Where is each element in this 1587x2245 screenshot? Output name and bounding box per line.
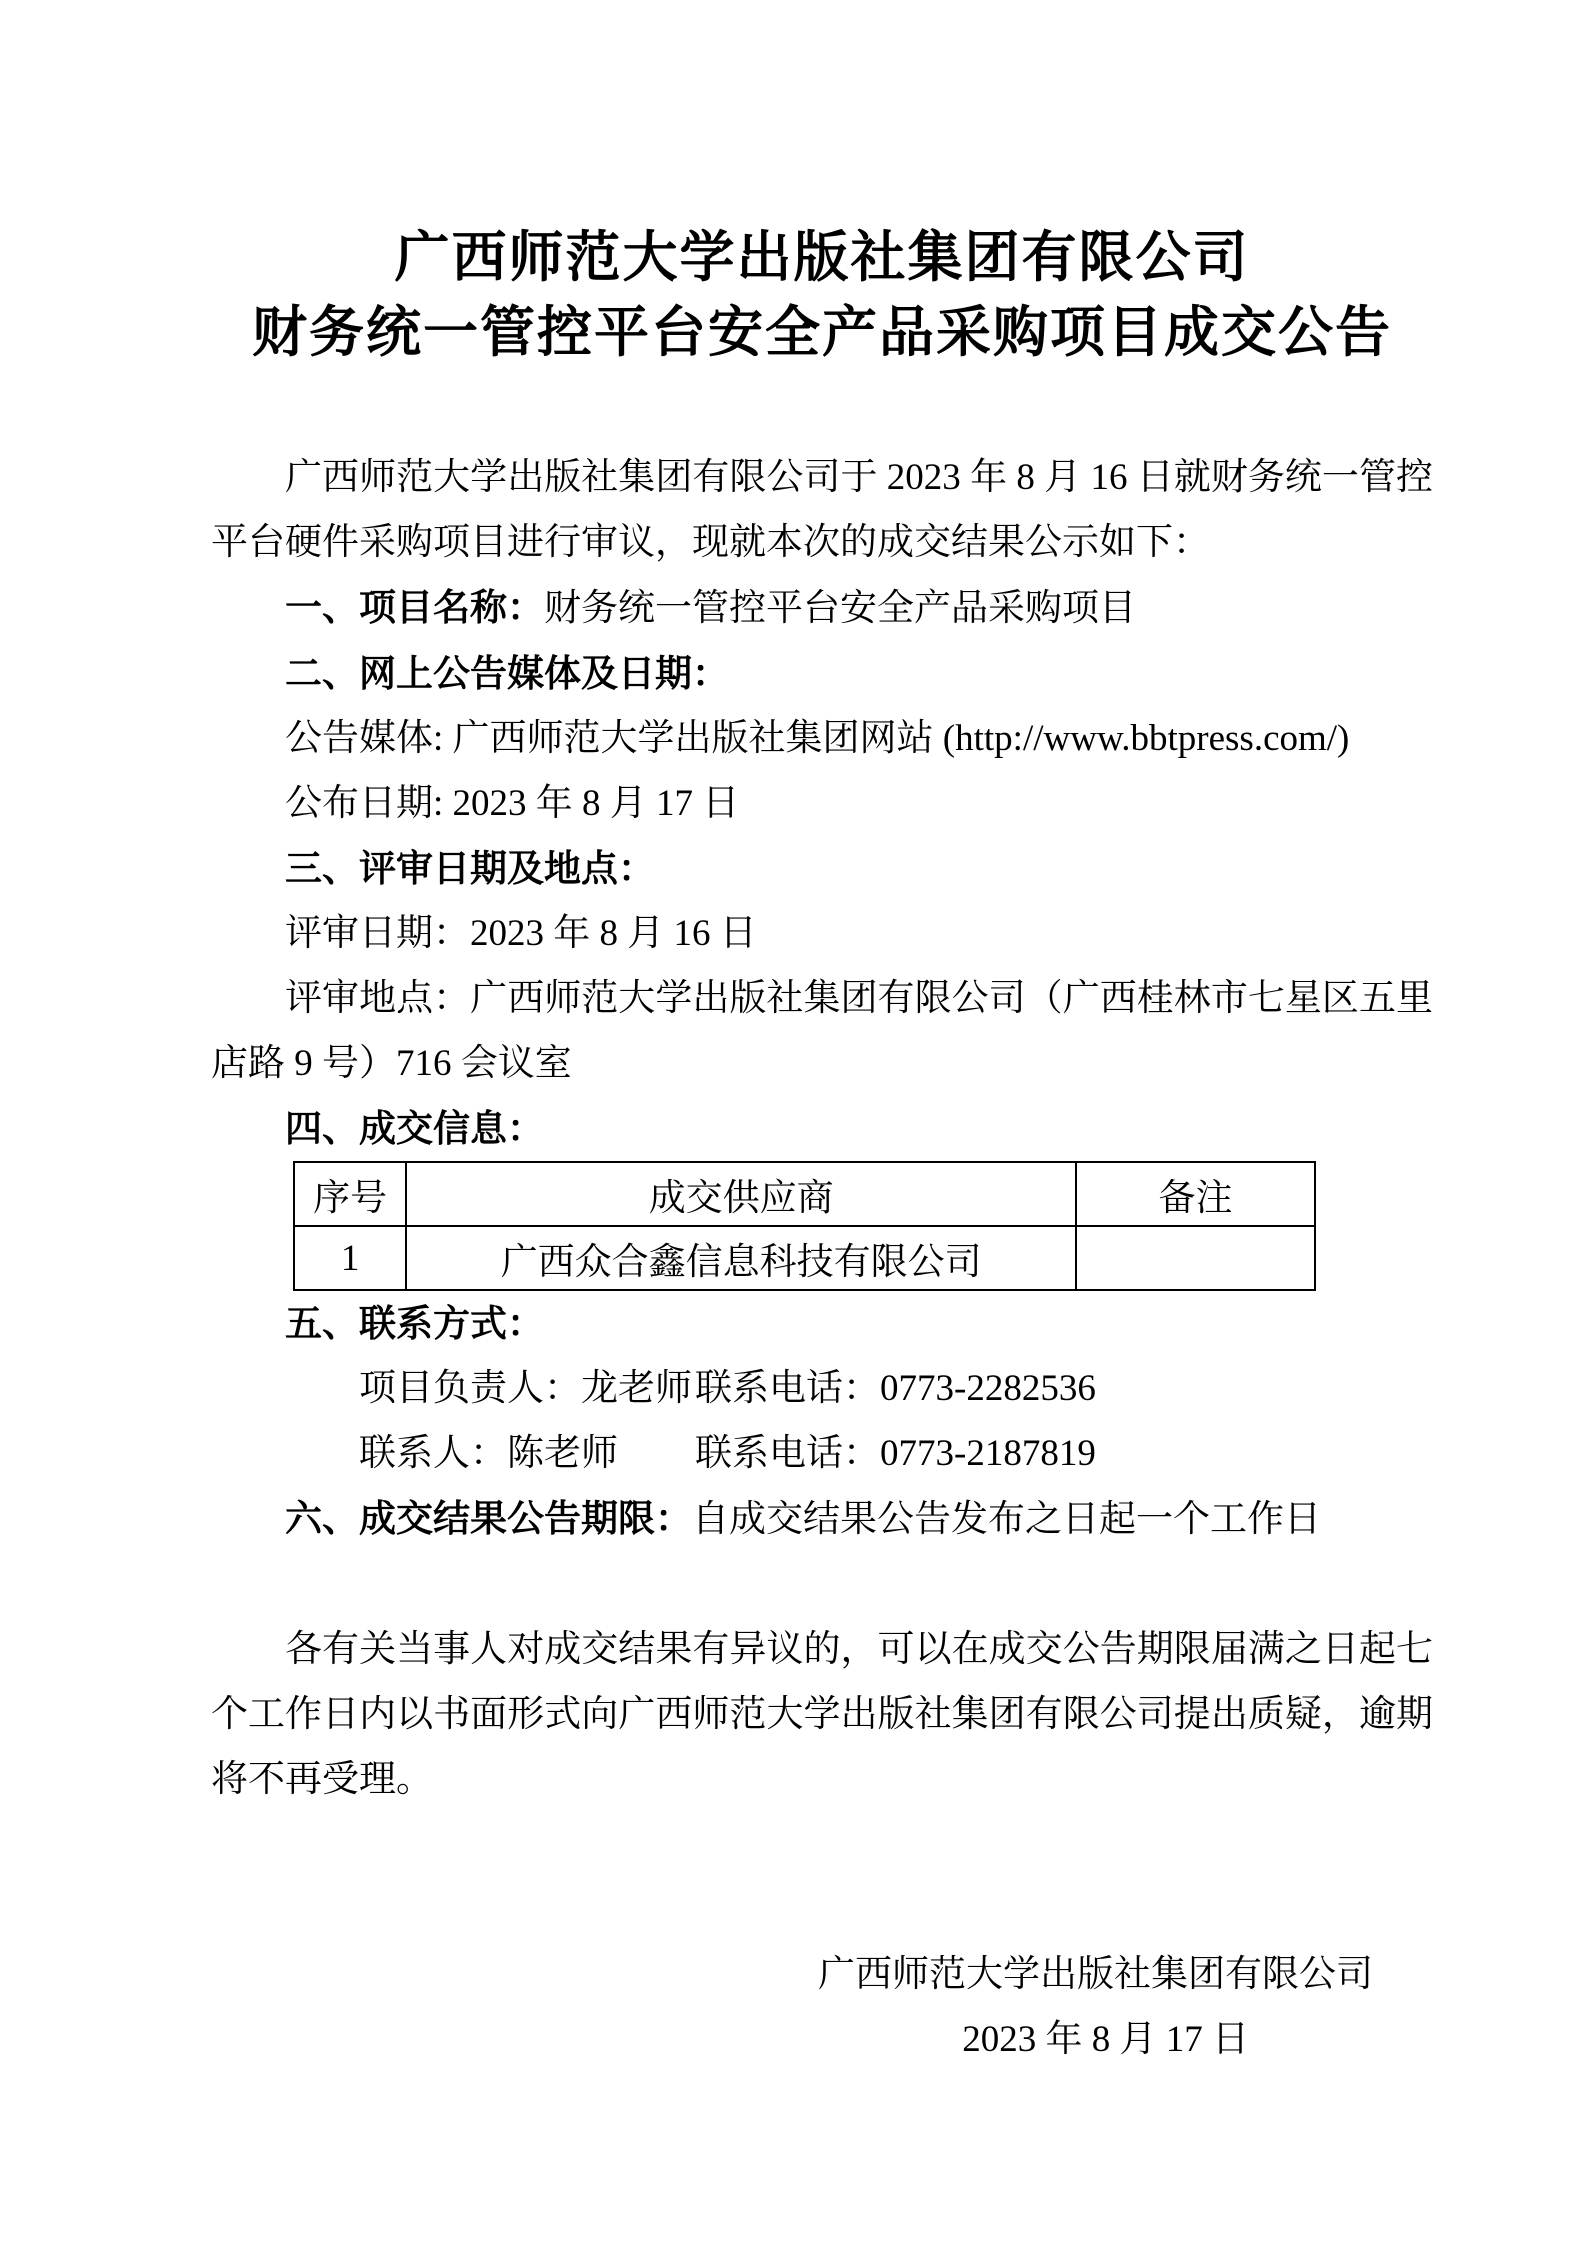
- closing-paragraph: 各有关当事人对成交结果有异议的，可以在成交公告期限届满之日起七个工作日内以书面形式向广西师范大学出版社集团有限公司提出质疑，逾期将不再受理。: [211, 1629, 1433, 1800]
- header-supplier: 成交供应商: [406, 1162, 1076, 1226]
- cell-supplier: 广西众合鑫信息科技有限公司: [406, 1226, 1076, 1290]
- project-manager-phone: 联系电话：0773-2282536: [695, 1368, 1096, 1409]
- contact-line-2: [211, 1421, 1433, 1486]
- section-1-heading: [211, 575, 1433, 641]
- header-serial-number: 序号: [294, 1162, 406, 1226]
- publish-date: 公布日期: 2023 年 8 月 17 日: [285, 783, 740, 824]
- signature-company: 广西师范大学出版社集团有限公司: [818, 1954, 1373, 1995]
- blank-line: [211, 1552, 1433, 1617]
- title-line-1: 广西师范大学出版社集团有限公司: [394, 227, 1250, 288]
- header-remark: 备注: [1076, 1162, 1315, 1226]
- section-5-heading: 五、联系方式：: [285, 1303, 544, 1344]
- award-table-header-row: [294, 1162, 1315, 1226]
- award-table-row: [294, 1226, 1315, 1290]
- review-date: 评审日期：2023 年 8 月 16 日: [285, 913, 757, 954]
- section-6-label: 六、成交结果公告期限：: [285, 1498, 692, 1539]
- section-2-heading: 二、网上公告媒体及日期：: [285, 653, 729, 694]
- title-line-2: 财务统一管控平台安全产品采购项目成交公告: [251, 302, 1392, 363]
- section-1-label: 一、项目名称：: [285, 587, 544, 628]
- document-content: [211, 220, 1433, 2072]
- section-6-text: 自成交结果公告发布之日起一个工作日: [692, 1499, 1321, 1540]
- intro-paragraph: 广西师范大学出版社集团有限公司于 2023 年 8 月 16 日就财务统一管控平台硬件采购项目进行审议，现就本次的成交结果公示如下：: [211, 457, 1433, 563]
- section-6-heading: [211, 1486, 1433, 1552]
- blank-line: [211, 1812, 1433, 1877]
- contact-person: 联系人：陈老师: [359, 1433, 618, 1474]
- project-manager: 项目负责人：龙老师: [359, 1368, 692, 1409]
- contact-person-phone: 联系电话：0773-2187819: [695, 1433, 1096, 1474]
- review-place: 评审地点：广西师范大学出版社集团有限公司（广西桂林市七星区五里店路 9 号）716 会议室: [211, 978, 1433, 1084]
- blank-line: [211, 1877, 1433, 1942]
- signature-date: 2023 年 8 月 17 日: [962, 2019, 1249, 2060]
- award-table: [293, 1161, 1316, 1291]
- cell-remark: [1076, 1226, 1315, 1290]
- section-4-heading: 四、成交信息：: [285, 1108, 544, 1149]
- section-1-text: 财务统一管控平台安全产品采购项目: [544, 588, 1136, 629]
- section-3-heading: 三、评审日期及地点：: [285, 848, 655, 889]
- contact-line-1: [211, 1356, 1433, 1421]
- announcement-media: 公告媒体: 广西师范大学出版社集团网站 (http://www.bbtpress.com/): [285, 718, 1350, 759]
- document-title: [211, 220, 1433, 370]
- cell-serial-number: 1: [294, 1226, 406, 1290]
